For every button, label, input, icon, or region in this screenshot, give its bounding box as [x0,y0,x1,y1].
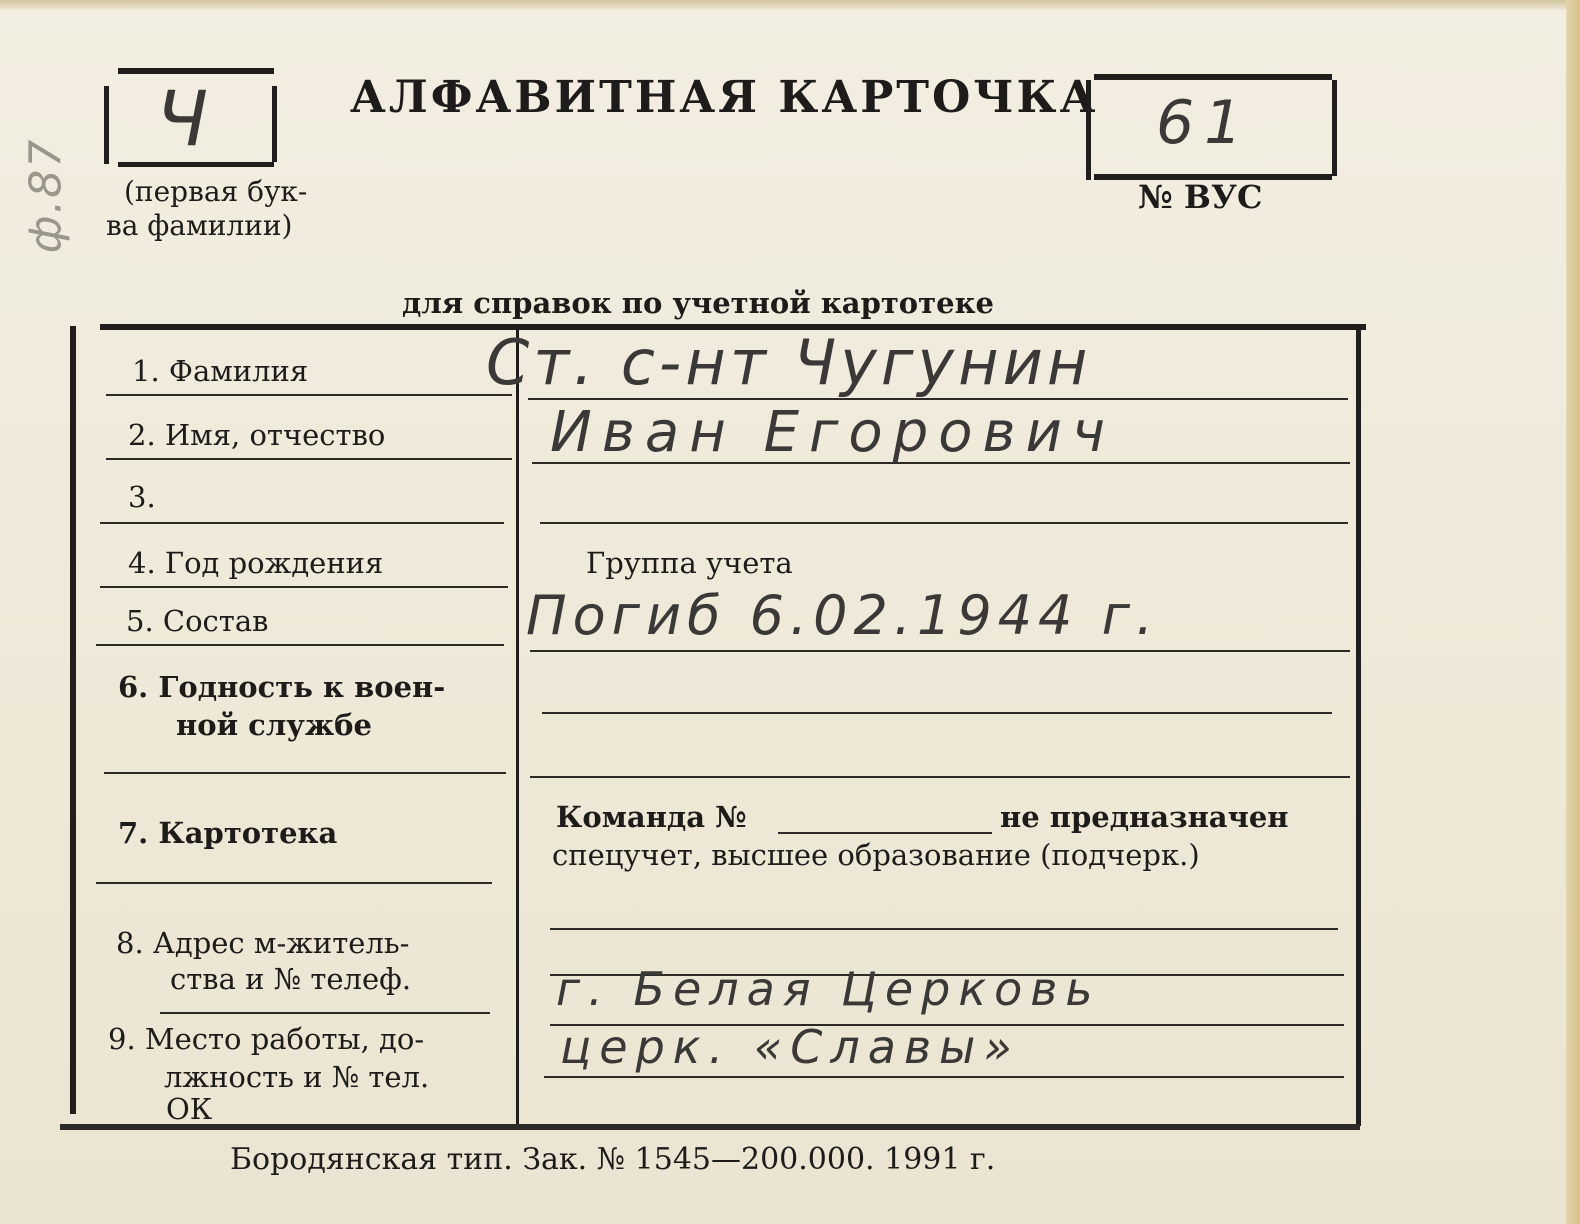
field-8-value-line2: церк. «Славы» [560,1020,1020,1074]
field-3-label: 3. [128,480,156,514]
letter-box [104,68,284,172]
margin-note: ф.87 [20,137,72,254]
field-5-label: 5. Состав [126,604,269,638]
field-6-label-line2: ной службе [176,708,372,742]
rule-right-3 [540,522,1348,524]
rule-right-10 [544,1076,1344,1078]
field-9-label-line2: лжность и № тел. [164,1060,430,1094]
field-9-label-line3: ОК [166,1092,213,1126]
vus-box [1086,74,1342,186]
table-bottom-border [60,1124,1360,1130]
table-right-border [1356,326,1361,1126]
field-1-value: Ст. с-нт Чугунин [486,326,1092,399]
rule-left-3 [100,522,504,524]
rule-right-4 [530,650,1350,652]
rule-left-2 [106,458,512,460]
letter-caption-line2: ва фамилии) [106,209,293,242]
special-line: спецучет, высшее образование (подчерк.) [552,838,1200,872]
card-subtitle: для справок по учетной картотеке [402,286,994,320]
field-1-label: 1. Фамилия [132,354,309,388]
field-2-value: Иван Егорович [550,400,1115,465]
field-4-label: 4. Год рождения [128,546,384,580]
letter-box-value: Ч [156,74,213,163]
team-prefix: Команда № [556,800,747,834]
vus-box-value: 61 [1156,88,1253,158]
rule-right-5 [542,712,1332,714]
field-6-label-line1: 6. Годность к воен- [118,670,446,704]
field-5-value: Погиб 6.02.1944 г. [526,584,1160,647]
rule-left-5 [96,644,504,646]
group-label: Группа учета [586,546,793,580]
vus-caption: № ВУС [1138,178,1263,216]
field-8-value-line1: г. Белая Церковь [556,962,1101,1016]
card-title: АЛФАВИТНАЯ КАРТОЧКА [350,72,1099,123]
rule-left-8 [160,1012,490,1014]
field-8-label-line2: ства и № телеф. [170,962,412,996]
printer-imprint: Бородянская тип. Зак. № 1545—200.000. 1991 г. [230,1142,996,1177]
table-middle-divider [516,330,519,1126]
team-suffix: не предназначен [1000,800,1289,834]
team-number-blank [778,832,992,834]
field-9-label-line1: 9. Место работы, до- [108,1022,425,1056]
paper-edge-top [0,0,1580,10]
rule-left-7 [96,882,492,884]
field-2-label: 2. Имя, отчество [128,418,386,452]
rule-right-6 [530,776,1350,778]
table-left-border [70,326,76,1114]
paper-edge-right [1566,0,1580,1224]
rule-left-1 [106,394,512,396]
rule-left-6 [104,772,506,774]
field-8-label-line1: 8. Адрес м-житель- [116,926,410,960]
letter-caption-line1: (первая бук- [124,175,308,208]
rule-left-4 [100,586,508,588]
rule-right-7 [550,928,1338,930]
field-7-label: 7. Картотека [118,816,338,850]
